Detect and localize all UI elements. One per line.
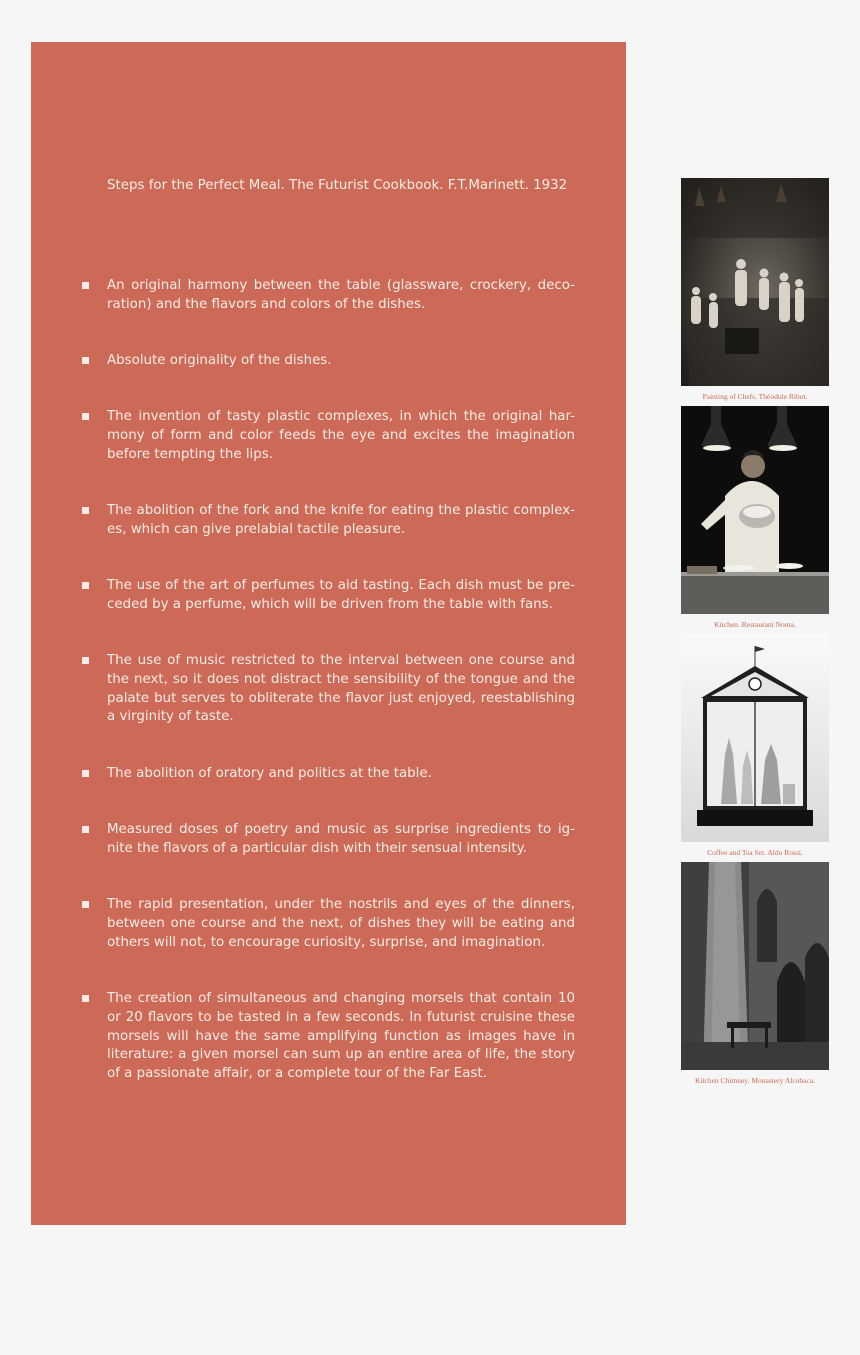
figure-kitchen-noma bbox=[681, 406, 829, 630]
square-bullet-icon bbox=[82, 282, 89, 289]
list-item bbox=[107, 352, 575, 371]
kitchen-chimney-image bbox=[681, 862, 829, 1070]
list-item-text: The abolition of oratory and politics at the table. bbox=[107, 766, 432, 781]
list-item bbox=[107, 408, 575, 464]
square-bullet-icon bbox=[82, 901, 89, 908]
list-item bbox=[107, 277, 575, 315]
list-item-text: The rapid presentation, under the nostrils and eyes of the dinners, between one course and the next, of dishes they will be eating and others will not, to encourage curiosity, surprise, and imagination. bbox=[107, 897, 575, 950]
list-item-text: The abolition of the fork and the knife for eating the plastic complex-es, which can give prelabial tactile pleasure. bbox=[107, 503, 575, 537]
list-item bbox=[107, 502, 575, 540]
figure-kitchen-chimney bbox=[681, 862, 829, 1086]
square-bullet-icon bbox=[82, 995, 89, 1002]
list-item-text: Measured doses of poetry and music as surprise ingredients to ig-nite the flavors of a particular dish with their sensual intensity. bbox=[107, 822, 575, 856]
figure-painting-of-chefs bbox=[681, 178, 829, 402]
square-bullet-icon bbox=[82, 657, 89, 664]
square-bullet-icon bbox=[82, 507, 89, 514]
square-bullet-icon bbox=[82, 413, 89, 420]
list-item-text: The invention of tasty plastic complexes, in which the original har-mony of form and color feeds the eye and excites the imagination before tempting the lips. bbox=[107, 409, 575, 462]
square-bullet-icon bbox=[82, 582, 89, 589]
coffee-tea-set-image bbox=[681, 634, 829, 842]
list-item-text: The creation of simultaneous and changing morsels that contain 10 or 20 flavors to be tasted in a few seconds. In futurist cruisine these morsels will have the same amplifying function as images have in literature: a given morsel can sum up an entire area of life, the story of a passionate affair, or a complete tour of the Far East. bbox=[107, 991, 575, 1082]
square-bullet-icon bbox=[82, 357, 89, 364]
figure-coffee-tea-set bbox=[681, 634, 829, 858]
list-item bbox=[107, 577, 575, 615]
list-item-text: The use of music restricted to the interval between one course and the next, so it does not distract the sensibility of the tongue and the palate but serves to obliterate the flavor just enjoyed, reestablishing a virginity of taste. bbox=[107, 653, 575, 725]
square-bullet-icon bbox=[82, 770, 89, 777]
list-item bbox=[107, 765, 575, 784]
painting-of-chefs-image bbox=[681, 178, 829, 386]
kitchen-noma-image bbox=[681, 406, 829, 614]
list-item-text: Absolute originality of the dishes. bbox=[107, 353, 332, 368]
list-item-text: The use of the art of perfumes to aid tasting. Each dish must be pre-ceded by a perfume, which will be driven from the table with fans. bbox=[107, 578, 575, 612]
list-item bbox=[107, 896, 575, 952]
list-item bbox=[107, 990, 575, 1084]
figure-caption: Coffee and Tea Set. Aldo Rossi. bbox=[707, 848, 803, 857]
square-bullet-icon bbox=[82, 826, 89, 833]
page-heading: Steps for the Perfect Meal. The Futurist Cookbook. F.T.Marinett. 1932 bbox=[107, 178, 568, 193]
figure-caption: Kitchen Chimney. Monastery Alcobaca. bbox=[694, 1076, 816, 1085]
figure-caption: Painting of Chefs. Théodule Ribot. bbox=[702, 392, 808, 401]
list-item-text: An original harmony between the table (glassware, crockery, deco-ration) and the flavors and colors of the dishes. bbox=[107, 278, 575, 312]
figure-caption: Kitchen. Restaurant Noma. bbox=[714, 620, 796, 629]
list-item bbox=[107, 821, 575, 859]
list-item bbox=[107, 652, 575, 727]
